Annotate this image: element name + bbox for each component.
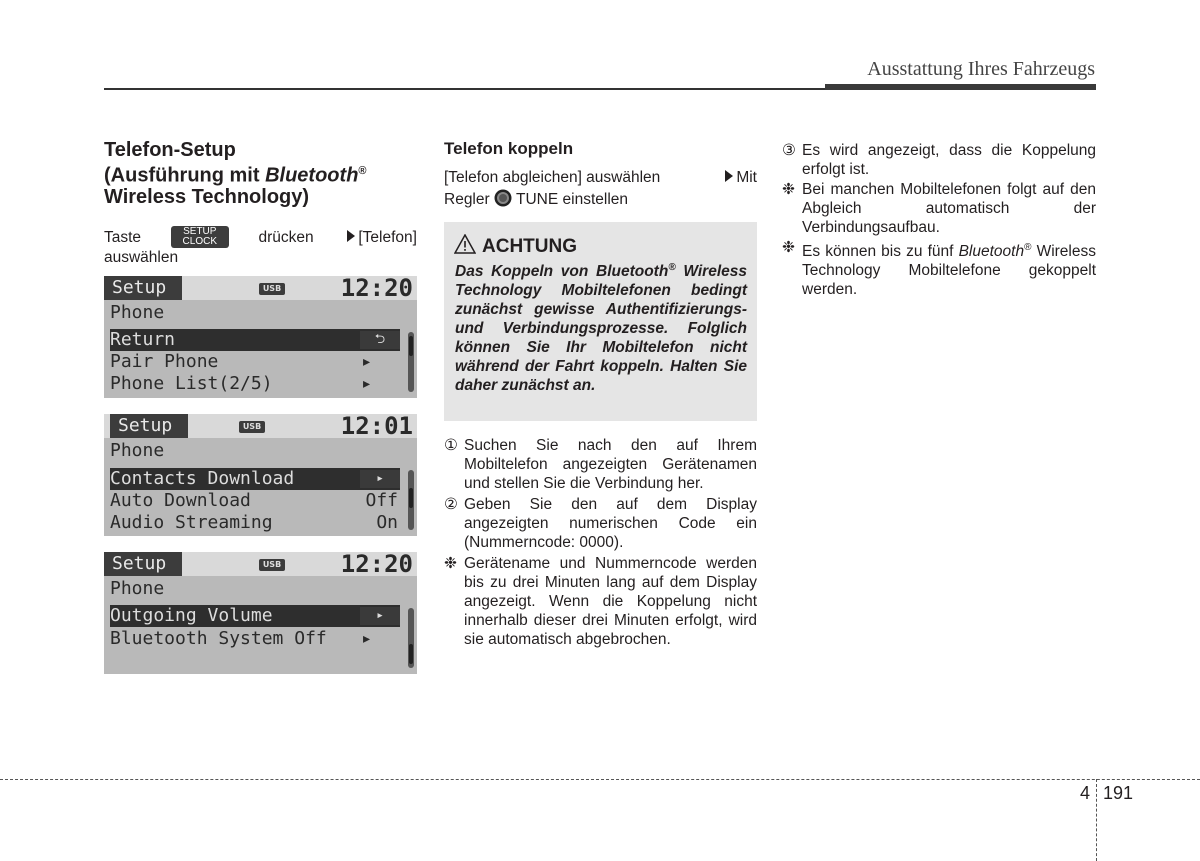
list-item: ② Geben Sie den auf dem Display angezeigten numerischen Code ein (Nummerncode: 0000). (444, 496, 757, 551)
scrollbar (408, 332, 414, 392)
setting-value: Off (365, 490, 398, 511)
return-icon: ⮌ (360, 331, 400, 349)
warning-box (444, 222, 757, 421)
footer-divider (1096, 779, 1097, 861)
notes-list (782, 141, 1096, 299)
chapter-number: 4 (1080, 783, 1091, 803)
display-screen-3 (104, 552, 417, 674)
screen-subtitle: Phone (110, 440, 165, 461)
usb-icon: USB (259, 559, 285, 571)
heading-line-1: Telefon-Setup (104, 139, 236, 161)
arrow-right-icon (725, 170, 733, 182)
screen-clock: 12:01 (340, 414, 413, 440)
chevron-right-icon: ▸ (360, 607, 400, 625)
menu-item-outgoing-volume[interactable]: Outgoing Volume ▸ (110, 605, 400, 627)
section-heading (104, 140, 417, 208)
screen-tab: Setup (104, 276, 182, 300)
chevron-right-icon: ▸ (361, 373, 372, 394)
heading-line-2: (Ausführung mit Bluetooth® (104, 164, 367, 187)
menu-item-phone-list[interactable]: Phone List(2/5) ▸ (110, 373, 372, 394)
screen-clock: 12:20 (340, 552, 413, 578)
scrollbar (408, 470, 414, 530)
chevron-right-icon: ▸ (361, 628, 372, 649)
menu-item-pair-phone[interactable]: Pair Phone ▸ (110, 351, 372, 372)
screen-subtitle: Phone (110, 578, 165, 599)
menu-item-contacts-download[interactable]: Contacts Download ▸ (110, 468, 400, 490)
steps-list (444, 436, 757, 649)
screen-tab: Setup (104, 552, 182, 576)
scrollbar (408, 608, 414, 668)
list-item: ③ Es wird angezeigt, dass die Koppelung erfolgt ist. (782, 142, 1096, 178)
usb-icon: USB (239, 421, 265, 433)
chevron-right-icon: ▸ (360, 470, 400, 488)
intro-text: [Telefon abgleichen] auswählen Mit Regler TUNE einstellen (444, 169, 757, 208)
heading-line-3: Wireless Technology) (104, 185, 310, 208)
tune-knob-icon (494, 189, 512, 207)
chevron-right-icon: ▸ (361, 351, 372, 372)
warning-triangle-icon (454, 234, 476, 254)
page-number: 191 (1103, 783, 1134, 803)
setup-clock-button-icon: SETUP CLOCK (171, 226, 229, 248)
instruction-taste: Taste SETUP CLOCK drücken [Telefon] auswählen (104, 226, 417, 266)
header-rule-accent (825, 84, 1096, 90)
subheading-telefon-koppeln: Telefon koppeln (444, 139, 574, 158)
menu-item-audio-streaming[interactable]: Audio Streaming On (110, 512, 398, 533)
arrow-right-icon (347, 230, 355, 242)
warning-text: Das Koppeln von Bluetooth® Wireless Technology Mobiltelefonen bedingt zunächst gewisse Authentifizierungs- und Verbindungsprozesse. Folglich können Sie Ihr Mobiltelefon nicht während der Fahrt koppeln. Halten Sie daher zunächst an. (455, 262, 747, 395)
footer-rule (0, 779, 1200, 780)
list-item: ❉ Es können bis zu fünf Bluetooth® Wireless Technology Mobiltelefone gekoppelt werden. (782, 239, 1096, 299)
warning-title: ACHTUNG (454, 234, 577, 258)
list-item: ❉ Gerätename und Nummerncode werden bis zu drei Minuten lang auf dem Display angezeigt. Wenn die Koppelung nicht innerhalb dieser drei Minuten erfolgt, wird sie automatisch abgebrochen. (444, 555, 757, 648)
screen-clock: 12:20 (340, 276, 413, 302)
running-header: Ausstattung Ihres Fahrzeugs (867, 58, 1095, 80)
display-screen-1 (104, 276, 417, 398)
setting-value: On (376, 512, 398, 533)
list-item: ❉ Bei manchen Mobiltelefonen folgt auf den Abgleich automatisch der Verbindungsaufbau. (782, 181, 1096, 236)
usb-icon: USB (259, 283, 285, 295)
list-item: ① Suchen Sie nach den auf Ihrem Mobiltelefon angezeigten Gerätenamen und stellen Sie die Verbindung her. (444, 437, 757, 492)
screen-subtitle: Phone (110, 302, 165, 323)
menu-item-bluetooth-system-off[interactable]: Bluetooth System Off ▸ (110, 628, 372, 649)
menu-item-return[interactable]: Return ⮌ (110, 329, 400, 351)
display-screen-2 (104, 414, 417, 536)
menu-item-auto-download[interactable]: Auto Download Off (110, 490, 398, 511)
screen-tab: Setup (110, 414, 188, 438)
